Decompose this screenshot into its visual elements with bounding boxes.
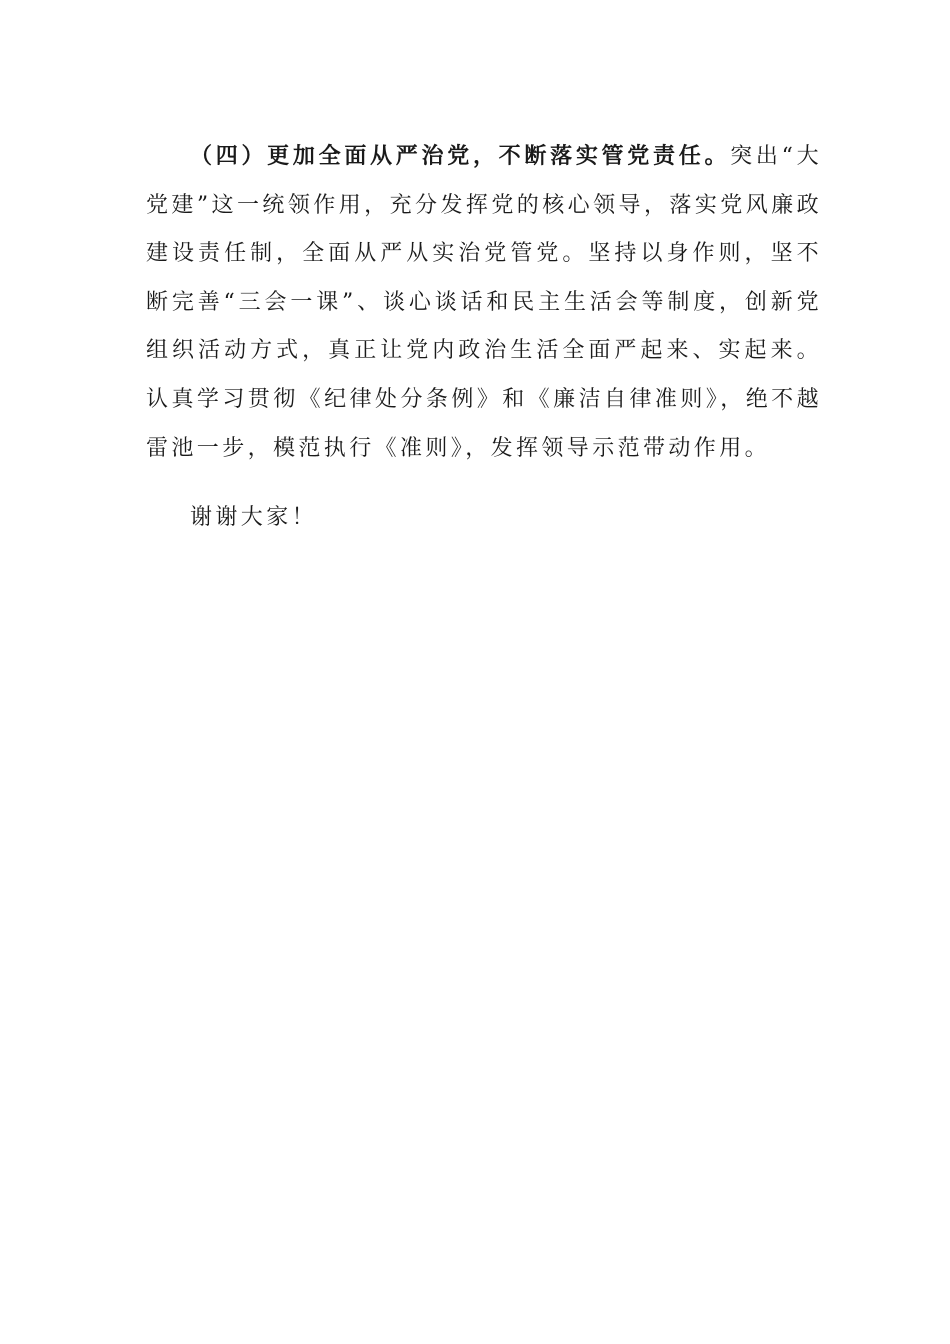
section-body: 突出“大党建”这一统领作用，充分发挥党的核心领导，落实党风廉政建设责任制，全面从严从实治党管党。坚持以身作则，坚不断完善“三会一课”、谈心谈话和民主生活会等制度，创新党组织活动方式，真正让党内政治生活全面严起来、实起来。认真学习贯彻《纪律处分条例》和《廉洁自律准则》，绝不越雷池一步，模范执行《准则》，发挥领导示范带动作用。 [146,144,822,461]
closing-remark: 谢谢大家！ [190,505,318,531]
document-body [146,132,822,565]
section-heading: （四）更加全面从严治党，不断落实管党责任。 [190,143,731,169]
section-paragraph [146,132,822,473]
